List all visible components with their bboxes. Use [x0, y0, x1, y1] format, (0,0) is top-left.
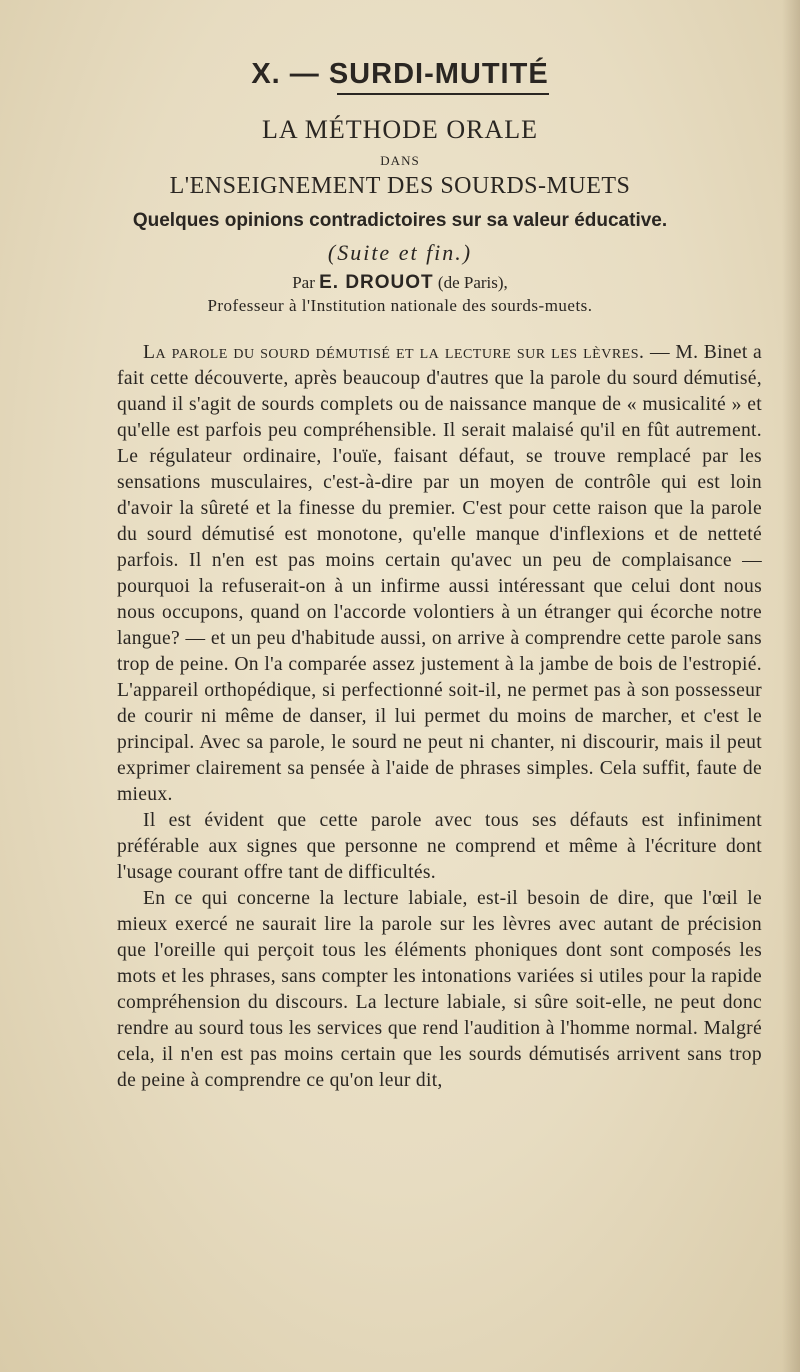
- paragraph-3: En ce qui concerne la lecture labiale, est-il besoin de dire, que l'œil le mieux exercé ne saurait lire la parole sur les lèvres avec autant de précision que l'oreille qui perçoit tous les éléments phoniques dont sont composés les mots et les phrases, sans compter les intonations variées si utiles pour la rapide compréhension du discours. La lecture labiale, si sûre soit-elle, ne peut donc rendre au sourd tous les services que rend l'audition à l'homme normal. Malgré cela, il n'en est pas moins certain que les sourds démutisés arrivent sans trop de peine à comprendre ce qu'on leur dit,: [117, 888, 762, 1091]
- article-title-line1: LA MÉTHODE ORALE: [262, 115, 538, 144]
- paragraph-1-text: M. Binet a fait cette découverte, après beaucoup d'autres que la parole du sourd démutisé, quand il s'agit de sourds complets ou de naissance manque de « musicalité » et qu'elle est parfois peu compréhensible. Il serait malaisé qu'il en fût autrement. Le régulateur ordinaire, l'ouïe, faisant défaut, se trouve remplacé par les sensations musculaires, c'est-à-dire par un moyen de contrôle qui est loin d'avoir la sûreté et la finesse du premier. C'est pour cette raison que la parole du sourd démutisé est monotone, qu'elle manque d'inflexions et de netteté parfois. Il n'en est pas moins certain qu'avec un peu de complaisance — pourquoi la refuserait-on à un infirme aussi intéressant que celui dont nous nous occupons, quand on l'accorde volontiers à un étranger qui écorche notre langue? — et un peu d'habitude aussi, on arrive à comprendre cette parole sans trop de peine. On l'a comparée assez justement à la jambe de bois de l'estropié. L'appareil orthopédique, si perfectionné soit-il, ne permet pas à son possesseur de courir ni même de danser, il lui permet du moins de marcher, et c'est le principal. Avec sa parole, le sourd ne peut ni chanter, ni discourir, mais il peut exprimer clairement sa pensée à l'aide de phrases simples. Cela suffit, faute de mieux.: [117, 342, 762, 805]
- article-body: [117, 340, 762, 1094]
- section-title-text: X. — SURDI-MUTITÉ: [251, 58, 549, 90]
- author-line: [0, 272, 800, 294]
- paragraph-2: Il est évident que cette parole avec tous ses défauts est infiniment préférable aux signes que personne ne comprend et même à l'écriture dont l'usage courant offre tant de difficultés.: [117, 810, 762, 883]
- author-name: E. DROUOT: [319, 272, 434, 293]
- article-header: [0, 0, 800, 316]
- paragraph-1-heading: La parole du sourd démutisé et la lecture sur les lèvres. —: [143, 342, 671, 363]
- section-title-underline: [337, 93, 548, 95]
- author-suffix: (de Paris),: [437, 273, 508, 292]
- article-title-connector: DANS: [380, 153, 420, 168]
- continuation-note: (Suite et fin.): [327, 240, 473, 265]
- article-title-line2: L'ENSEIGNEMENT DES SOURDS-MUETS: [169, 173, 631, 199]
- section-title: [251, 58, 548, 95]
- author-prefix: Par: [292, 273, 315, 292]
- paragraph-1: [117, 340, 762, 808]
- author-affiliation: Professeur à l'Institution nationale des sourds-muets.: [207, 296, 593, 315]
- article-subtitle: Quelques opinions contradictoires sur sa valeur éducative.: [132, 210, 668, 231]
